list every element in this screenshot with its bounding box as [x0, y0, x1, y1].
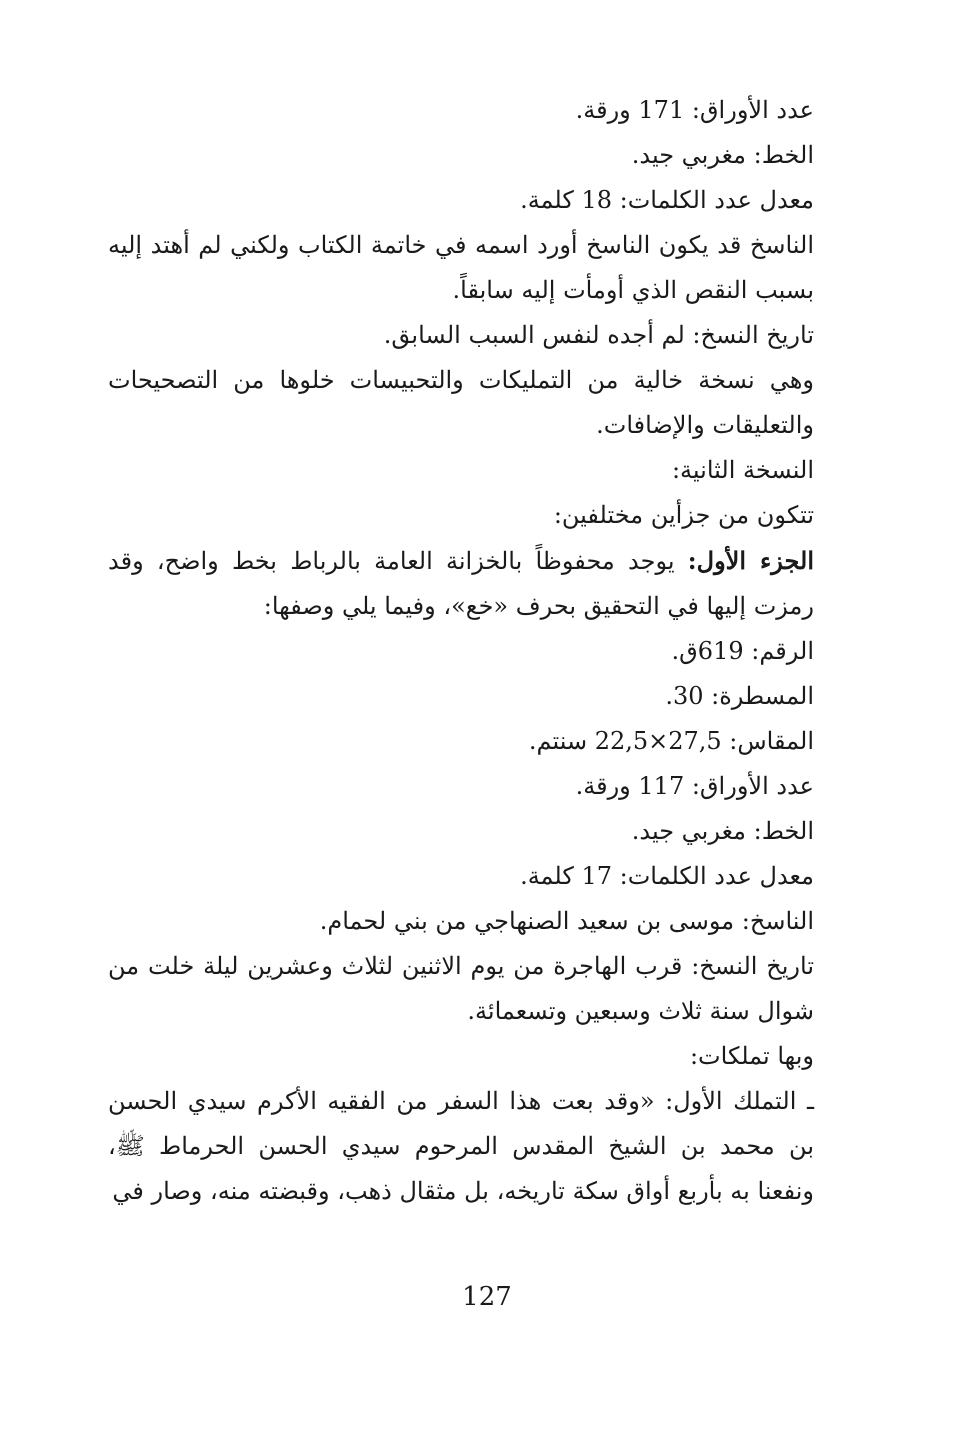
document-body	[108, 88, 814, 1214]
paragraph-copyist: الناسخ قد يكون الناسخ أورد اسمه في خاتمة الكتاب ولكني لم أهتد إليه بسبب النقص الذي أومأت إليه سابقاً.	[108, 231, 814, 304]
paragraph-first-part	[108, 538, 814, 629]
paragraph-leaves-count: عدد الأوراق: 171 ورقة.	[575, 96, 814, 124]
paragraph-script-2: الخط: مغربي جيد.	[631, 817, 814, 845]
paragraph-two-parts: تتكون من جزأين مختلفين:	[553, 501, 814, 529]
first-part-label: الجزء الأول:	[687, 546, 814, 575]
paragraph-word-rate: معدل عدد الكلمات: 18 كلمة.	[520, 186, 814, 214]
paragraph-ownership-note: وهي نسخة خالية من التمليكات والتحبيسات خلوها من التصحيحات والتعليقات والإضافات.	[108, 366, 814, 439]
paragraph-leaves-count-2: عدد الأوراق: 117 ورقة.	[575, 772, 814, 800]
paragraph-dimensions: المقاس: 27,5×22,5 سنتم.	[528, 727, 814, 755]
paragraph-script: الخط: مغربي جيد.	[631, 141, 814, 169]
paragraph-copy-date-2: تاريخ النسخ: قرب الهاجرة من يوم الاثنين لثلاث وعشرين ليلة خلت من شوال سنة ثلاث وسبعين وتسعمائة.	[108, 952, 814, 1025]
paragraph-number: الرقم: 619ق.	[671, 637, 814, 665]
section-heading-second-copy: النسخة الثانية:	[671, 456, 814, 484]
paragraph-ruling: المسطرة: 30.	[665, 682, 814, 710]
first-part-text: يوجد محفوظاً بالخزانة العامة بالرباط بخط واضح، وقد رمزت إليها في التحقيق بحرف «خع»، وفيما يلي وصفها:	[108, 547, 814, 620]
paragraph-first-ownership: ـ التملك الأول: «وقد بعت هذا السفر من الفقيه الأكرم سيدي الحسن بن محمد بن الشيخ المقدس المرحوم سيدي الحسن الحرماط ﷺ، ونفعنا به بأربع أواق سكة تاريخه، بل مثقال ذهب، وقبضته منه، وصار في	[108, 1087, 814, 1205]
paragraph-ownerships: وبها تملكات:	[689, 1042, 814, 1070]
paragraph-word-rate-2: معدل عدد الكلمات: 17 كلمة.	[520, 862, 814, 890]
paragraph-copy-date: تاريخ النسخ: لم أجده لنفس السبب السابق.	[383, 321, 814, 349]
page-number: 127	[462, 1282, 512, 1312]
paragraph-copyist-2: الناسخ: موسى بن سعيد الصنهاجي من بني لحمام.	[319, 907, 814, 935]
